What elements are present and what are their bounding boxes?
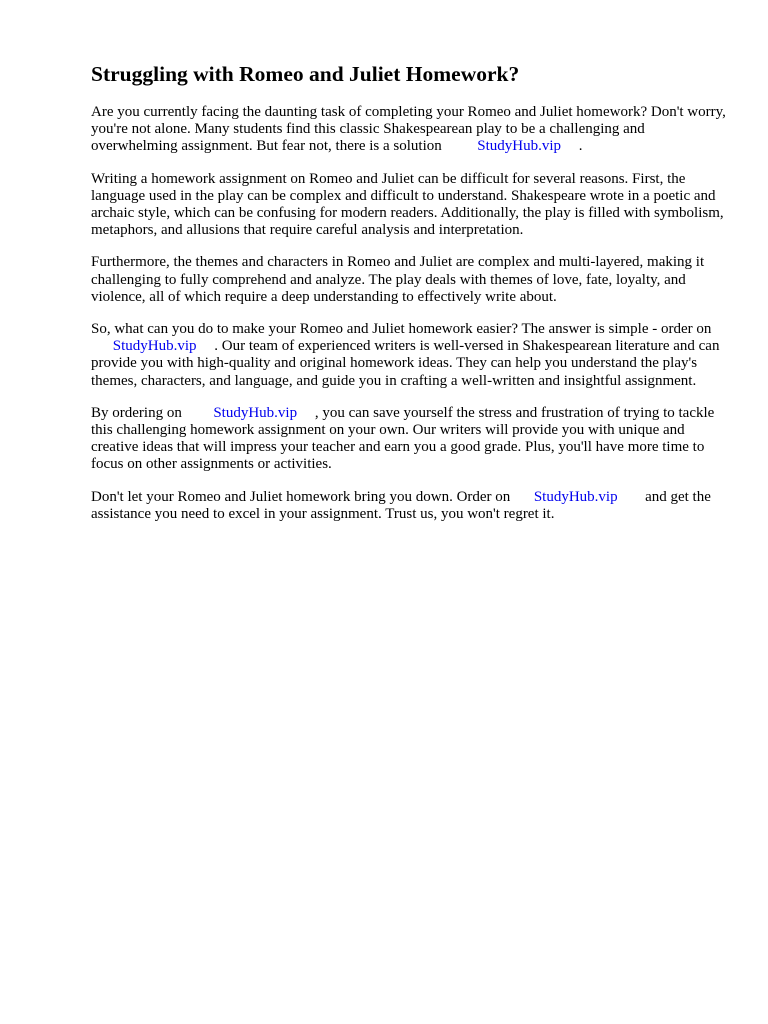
document-page	[91, 60, 731, 538]
paragraph-solution-rest: . Our team of experienced writers is well-versed in Shakespearean literature and can provide you with high-quality and original homework ideas. They can help you understand the play's themes, characters, and language, and guide you in crafting a well-written and insightful assignment.	[91, 338, 720, 389]
paragraph-closing	[91, 489, 731, 523]
paragraph-solution	[91, 321, 731, 390]
studyhub-link-3[interactable]: StudyHub.vip	[213, 404, 298, 421]
paragraph-intro-text: Are you currently facing the daunting task of completing your Romeo and Juliet homework? Don't worry, you're not alone. Many students find this classic Shakespearean play to be a challenging and overwhelming assignment. But fear not, there is a solution	[91, 104, 726, 155]
studyhub-link-1[interactable]: StudyHub.vip	[477, 138, 562, 155]
studyhub-link-2[interactable]: StudyHub.vip	[112, 338, 197, 355]
page-title: Struggling with Romeo and Juliet Homework?	[91, 62, 520, 86]
studyhub-link-4[interactable]: StudyHub.vip	[533, 488, 618, 505]
paragraph-difficulty: Writing a homework assignment on Romeo and Juliet can be difficult for several reasons. First, the language used in the play can be complex and difficult to understand. Shakespeare wrote in a poetic and archaic style, which can be confusing for modern readers. Additionally, the play is filled with symbolism, metaphors, and allusions that require careful analysis and interpretation.	[91, 170, 724, 239]
paragraph-intro-end: .	[578, 138, 583, 155]
paragraph-intro	[91, 104, 731, 156]
paragraph-themes: Furthermore, the themes and characters in Romeo and Juliet are complex and multi-layered, making it challenging to fully comprehend and analyze. The play deals with themes of love, fate, loyalty, and violence, all of which require a deep understanding to effectively write about.	[91, 254, 705, 305]
paragraph-benefits-rest: , you can save yourself the stress and frustration of trying to tackle this challenging homework assignment on your own. Our writers will provide you with unique and creative ideas that will impress your teacher and earn you a good grade. Plus, you'll have more time to focus on other assignments or activities.	[91, 404, 715, 473]
paragraph-benefits	[91, 405, 731, 474]
paragraph-closing-rest: and get the assistance you need to excel in your assignment. Trust us, you won't regret it.	[91, 488, 711, 522]
paragraph-closing-text: Don't let your Romeo and Juliet homework bring you down. Order on	[91, 488, 511, 505]
paragraph-solution-text: So, what can you do to make your Romeo and Juliet homework easier? The answer is simple - order on	[91, 321, 712, 338]
paragraph-benefits-text: By ordering on	[91, 404, 182, 421]
